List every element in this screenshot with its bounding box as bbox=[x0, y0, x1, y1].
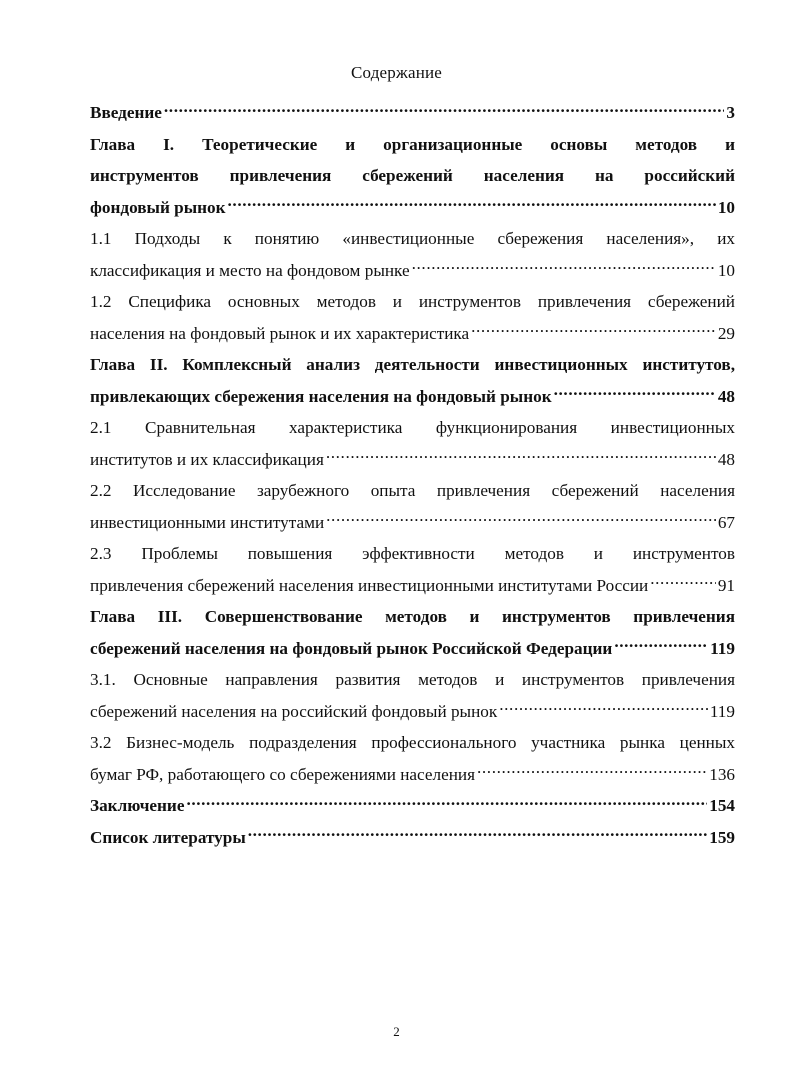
toc-entry-last-line bbox=[90, 97, 735, 129]
toc-entry-text: классификация и место на фондовом рынке bbox=[90, 260, 410, 280]
toc-entry[interactable] bbox=[90, 664, 735, 727]
toc-entry-line: Глава III. Совершенствование методов и инструментов привлечения bbox=[90, 607, 735, 626]
toc-page-number: 119 bbox=[709, 701, 735, 721]
toc-entry[interactable] bbox=[90, 349, 735, 412]
toc-entry-text: институтов и их классификация bbox=[90, 449, 324, 469]
toc-entry-line: Глава I. Теоретические и организационные основы методов и bbox=[90, 134, 735, 154]
dot-leader bbox=[326, 510, 716, 527]
page-number: 2 bbox=[393, 1024, 400, 1039]
toc-entry-last-line bbox=[90, 822, 735, 854]
table-of-contents bbox=[90, 97, 735, 853]
toc-entry-line: инструментов привлечения сбережений населения на российский bbox=[90, 166, 735, 185]
dot-leader bbox=[554, 384, 716, 401]
toc-entry-text: сбережений населения на российский фондовый рынок bbox=[90, 701, 498, 721]
dot-leader bbox=[248, 825, 707, 842]
toc-entry-text: фондовый рынок bbox=[90, 197, 226, 217]
toc-page-number: 29 bbox=[717, 323, 735, 343]
toc-entry-line: 1.1 Подходы к понятию «инвестиционные сбережения населения», их bbox=[90, 229, 735, 248]
toc-entry-last-line bbox=[90, 759, 735, 791]
toc-entry[interactable] bbox=[90, 97, 735, 129]
toc-entry[interactable] bbox=[90, 538, 735, 601]
toc-entry-line: 2.3 Проблемы повышения эффективности методов и инструментов bbox=[90, 544, 735, 563]
dot-leader bbox=[326, 447, 716, 464]
toc-entry-text: привлекающих сбережения населения на фондовый рынок bbox=[90, 386, 552, 406]
toc-page-number: 91 bbox=[717, 575, 735, 595]
toc-entry-line: Глава II. Комплексный анализ деятельности инвестиционных институтов, bbox=[90, 355, 735, 374]
dot-leader bbox=[471, 321, 716, 338]
toc-entry-text: сбережений населения на фондовый рынок Российской Федерации bbox=[90, 638, 613, 658]
dot-leader bbox=[186, 794, 707, 811]
toc-page-number: 10 bbox=[717, 260, 735, 280]
dot-leader bbox=[228, 195, 716, 212]
toc-entry[interactable] bbox=[90, 727, 735, 790]
toc-page-number: 119 bbox=[710, 638, 735, 658]
toc-entry-last-line bbox=[90, 570, 735, 602]
toc-entry-last-line bbox=[90, 381, 735, 413]
dot-leader bbox=[499, 699, 708, 716]
toc-entry[interactable] bbox=[90, 601, 735, 664]
toc-page-number: 10 bbox=[717, 197, 735, 217]
toc-entry-last-line bbox=[90, 633, 735, 665]
toc-entry[interactable] bbox=[90, 286, 735, 349]
toc-entry-last-line bbox=[90, 192, 735, 224]
toc-page-number: 48 bbox=[717, 449, 735, 469]
dot-leader bbox=[650, 573, 716, 590]
page-title: Содержание bbox=[350, 63, 443, 82]
toc-page-number: 67 bbox=[717, 512, 735, 532]
toc-entry-line: 3.1. Основные направления развития методов и инструментов привлечения bbox=[90, 670, 735, 689]
toc-entry[interactable] bbox=[90, 822, 735, 854]
toc-entry-last-line bbox=[90, 318, 735, 350]
dot-leader bbox=[614, 636, 708, 653]
toc-entry-line: 2.1 Сравнительная характеристика функционирования инвестиционных bbox=[90, 418, 735, 437]
toc-page-number: 136 bbox=[709, 764, 735, 784]
toc-entry[interactable] bbox=[90, 129, 735, 224]
toc-entry[interactable] bbox=[90, 790, 735, 822]
toc-entry-last-line bbox=[90, 507, 735, 539]
toc-entry-last-line bbox=[90, 255, 735, 287]
toc-entry-text: привлечения сбережений населения инвестиционными институтами России bbox=[90, 575, 649, 595]
dot-leader bbox=[412, 258, 716, 275]
toc-entry[interactable] bbox=[90, 412, 735, 475]
toc-page-number: 159 bbox=[709, 827, 735, 847]
toc-entry-last-line bbox=[90, 444, 735, 476]
toc-entry[interactable] bbox=[90, 223, 735, 286]
toc-page-number: 3 bbox=[726, 103, 735, 122]
toc-page-number: 154 bbox=[709, 796, 735, 815]
toc-entry[interactable] bbox=[90, 475, 735, 538]
toc-entry-text: Заключение bbox=[90, 796, 185, 815]
toc-entry-text: Введение bbox=[90, 103, 162, 122]
toc-entry-text: инвестиционными институтами bbox=[90, 512, 325, 532]
dot-leader bbox=[477, 762, 707, 779]
toc-entry-text: бумаг РФ, работающего со сбережениями населения bbox=[90, 764, 476, 784]
dot-leader bbox=[164, 101, 725, 118]
toc-entry-line: 2.2 Исследование зарубежного опыта привлечения сбережений населения bbox=[90, 481, 735, 500]
toc-entry-line: 3.2 Бизнес-модель подразделения профессионального участника рынка ценных bbox=[90, 733, 735, 752]
toc-entry-text: Список литературы bbox=[90, 827, 246, 847]
toc-page-number: 48 bbox=[717, 386, 735, 406]
toc-entry-text: населения на фондовый рынок и их характеристика bbox=[90, 323, 470, 343]
toc-entry-last-line bbox=[90, 790, 735, 822]
toc-entry-line: 1.2 Специфика основных методов и инструментов привлечения сбережений bbox=[90, 292, 735, 311]
toc-entry-last-line bbox=[90, 696, 735, 728]
